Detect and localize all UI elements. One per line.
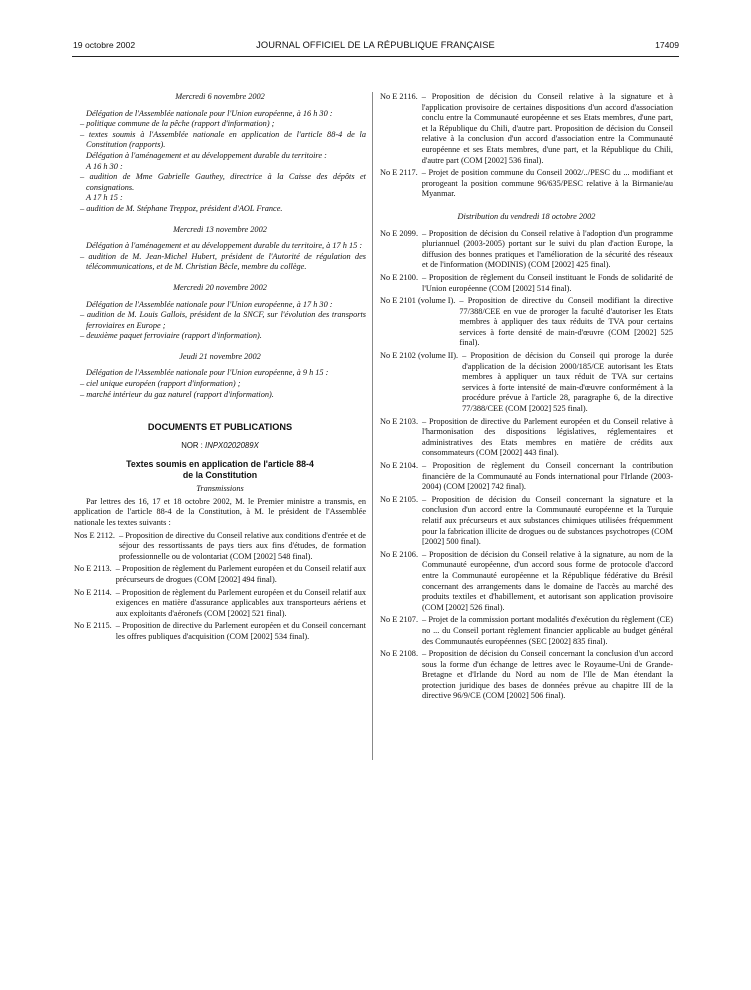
document-number: No E 2108. <box>380 649 419 659</box>
document-number: No E 2116. <box>380 92 418 101</box>
document-description: – Proposition de décision du Conseil relative à la signature et à l'application provisoire de certaines dispositions d'un accord d'association conclu entre la Communauté européenne et ses Etats membres, d'une part, et la République du Chili, d'autre part. Proposition de décision du Conseil relative à la conclusion d'un accord d'association entre la Communauté européenne et ses Etats membres, d'une part, et la République du Chili, d'autre part (COM [2002] 536 final). <box>421 92 673 165</box>
left-column <box>74 92 366 645</box>
document-description: – Proposition de directive du Conseil relative aux conditions d'entrée et de séjour des ressortissants de pays tiers aux fins d'études, de formation professionnelle ou de volontariat (COM [2002] 548 final). <box>118 530 366 561</box>
document-number: No E 2114. <box>74 587 112 597</box>
paragraph: Délégation à l'aménagement et au développement durable du territoire, à 17 h 15 : <box>86 241 363 251</box>
document-description: – Proposition de directive du Parlement européen et du Conseil concernant les offres publiques d'acquisition (COM [2002] 534 final). <box>115 621 366 641</box>
document-number: No E 2101 (volume I). <box>380 296 456 306</box>
document-description: – Projet de position commune du Conseil 2002/../PESC du ... modifiant et prorogeant la position commune 96/635/PESC relative à la Birmanie/au Myanmar. <box>421 168 673 199</box>
document-item <box>380 92 673 166</box>
paragraph: Par lettres des 16, 17 et 18 octobre 2002, M. le Premier ministre a transmis, en application de l'article 88-4 de la Constitution, à M. le président de l'Assemblée nationale les textes suivants : <box>74 496 366 528</box>
column-separator <box>372 92 373 760</box>
agenda-item: – audition de M. Louis Gallois, président de la SNCF, sur l'évolution des transports ferroviaires en Europe ; <box>80 310 366 330</box>
nor-reference <box>74 441 366 452</box>
document-description: – Projet de la commission portant modalités d'exécution du règlement (CE) no ... du Conseil portant règlement financier applicable au budget général des Communautés européennes (SEC [2002] 835 final). <box>422 615 673 646</box>
document-description: – Proposition de règlement du Parlement européen et du Conseil relatif aux précurseurs de drogues (COM [2002] 494 final). <box>115 564 366 584</box>
right-column <box>380 92 673 704</box>
document-number: No E 2117. <box>380 168 418 178</box>
document-item <box>380 417 673 459</box>
document-item <box>74 531 366 563</box>
document-item <box>380 461 673 493</box>
document-description: – Proposition de décision du Conseil relative à la signature, au nom de la Communauté européenne, d'un accord sous forme de protocole d'accord entre la Communauté européenne et la République fédérative du Brésil concernant des arrangements dans le domaine de l'accès au marché des produits textiles et d'habillement, et autorisant son application provisoire (COM [2002] 526 final). <box>422 549 673 612</box>
right-document-list <box>380 229 673 703</box>
document-item <box>380 615 673 647</box>
document-description: – Proposition de décision du Conseil concernant la signature et la conclusion d'un accord entre la Communauté européenne et la Turquie relatif aux précurseurs et aux substances chimiques utilisées fréquemment pour la fabrication illicite de drogues ou de substances psychotropes (COM [2002] 500 final). <box>422 494 673 547</box>
document-description: – Proposition de décision du Conseil qui proroge la durée d'application de la décision 2000/185/CE autorisant les Etats membres à appliquer un taux réduit de TVA sur certains services à forte intensité de main-d'œuvre conformément à la procédure prévue à l'article 28, paragraphe 6, de la directive 77/388/CEE (COM [2002] 525 final). <box>462 351 673 414</box>
section-heading: Mercredi 13 novembre 2002 <box>173 224 267 234</box>
paragraph: Délégation de l'Assemblée nationale pour l'Union européenne, à 16 h 30 : <box>86 108 333 118</box>
document-number: No E 2099. <box>380 228 419 238</box>
agenda-item: – politique commune de la pêche (rapport d'information) ; <box>80 119 275 129</box>
agenda-item: – marché intérieur du gaz naturel (rapport d'information). <box>80 389 274 399</box>
section-heading: Jeudi 21 novembre 2002 <box>179 351 261 361</box>
document-item <box>380 296 673 349</box>
paragraph: Délégation de l'Assemblée nationale pour l'Union européenne, à 9 h 15 : <box>86 368 329 378</box>
document-description: – Proposition de règlement du Parlement européen et du Conseil relatif aux exigences en matière d'assurance applicables aux transporteurs aériens et aux exploitants d'aéronefs (COM [2002] 521 final). <box>115 587 366 618</box>
paragraph: Délégation de l'Assemblée nationale pour l'Union européenne, à 17 h 30 : <box>86 299 333 309</box>
document-item <box>380 495 673 548</box>
texts-title-line2: de la Constitution <box>182 469 258 480</box>
document-description: – Proposition de directive du Parlement européen et du Conseil relative à l'harmonisation des dispositions législatives, réglementaires et administratives des Etats membres en matière de crédits aux consommateurs (COM [2002] 443 final). <box>422 416 673 458</box>
document-number: No E 2107. <box>380 615 419 625</box>
time-label: A 16 h 30 : <box>86 161 123 171</box>
section-heading: Mercredi 6 novembre 2002 <box>175 92 265 101</box>
document-number: No E 2104. <box>380 461 419 470</box>
document-description: – Proposition de décision du Conseil concernant la conclusion d'un accord sous la forme d'un échange de lettres avec le Royaume-Uni de Grande-Bretagne et d'Irlande du Nord au nom de l'Ile de Man étendant la protection juridique des bases de données prévue au chapitre III de la directive 96/9/CE (COM [2002] 506 final). <box>422 649 673 701</box>
documents-title: DOCUMENTS ET PUBLICATIONS <box>147 422 293 433</box>
distribution-heading: Distribution du vendredi 18 octobre 2002 <box>457 211 596 221</box>
document-item <box>380 649 673 702</box>
document-number: No E 2105. <box>380 494 419 504</box>
header-date: 19 octobre 2002 <box>73 40 136 50</box>
document-number: No E 2106. <box>380 549 419 559</box>
transmissions-heading: Transmissions <box>196 484 244 494</box>
document-description: – Proposition de règlement du Conseil concernant la contribution financière de la Communauté au Fonds international pour l'Irlande (2003-2004) (COM [2002] 742 final). <box>422 461 673 492</box>
agenda-item: – deuxième paquet ferroviaire (rapport d'information). <box>80 331 262 341</box>
header-rule <box>72 56 679 57</box>
document-item <box>380 550 673 614</box>
document-number: No E 2100. <box>380 272 419 282</box>
document-number: No E 2115. <box>74 621 112 631</box>
document-item <box>380 229 673 271</box>
agenda-item: – audition de M. Stéphane Treppoz, président d'AOL France. <box>80 203 283 213</box>
document-description: – Proposition de décision du Conseil relative à l'adoption d'un programme pluriannuel (2003-2005) portant sur le suivi du plan d'action Europe, la diffusion des bonnes pratiques et l'amélioration de la sécurité des réseaux et de l'information (MODINIS) (COM [2002] 425 final). <box>422 228 673 270</box>
paragraph: Délégation à l'aménagement et au développement durable du territoire : <box>86 150 327 160</box>
document-item <box>74 564 366 585</box>
section-heading: Mercredi 20 novembre 2002 <box>173 282 267 292</box>
document-item <box>380 168 673 200</box>
header-page-number: 17409 <box>655 40 679 50</box>
time-label: A 17 h 15 : <box>86 193 123 203</box>
agenda-item: – textes soumis à l'Assemblée nationale en application de l'article 88-4 de la Constitution (rapports). <box>80 129 366 150</box>
document-item <box>74 588 366 620</box>
document-description: – Proposition de directive du Conseil modifiant la directive 77/388/CEE en vue de proroger la faculté d'autoriser les Etats membres à appliquer des taux réduits de TVA pour certains services à forte densité de main-d'œuvre (COM [2002] 525 final). <box>459 296 673 348</box>
document-description: – Proposition de règlement du Conseil instituant le Fonds de solidarité de l'Union européenne (COM [2002] 514 final). <box>422 272 673 293</box>
document-number: No E 2102 (volume II). <box>380 351 459 361</box>
agenda-item: – audition de M. Jean-Michel Hubert, président de l'Autorité de régulation des télécommunications, et de M. Christian Bècle, membre du collège. <box>80 251 366 272</box>
right-document-list-top <box>380 92 673 200</box>
document-number: Nos E 2112. <box>74 530 115 540</box>
document-number: No E 2103. <box>380 416 419 426</box>
nor-value: INPX0202089X <box>205 440 259 450</box>
texts-title-line1: Textes soumis en application de l'article 88-4 <box>126 459 314 470</box>
document-item <box>380 273 673 294</box>
document-item <box>74 621 366 642</box>
agenda-item: – audition de Mme Gabrielle Gauthey, directrice à la Caisse des dépôts et consignations. <box>80 172 366 192</box>
document-item <box>380 351 673 415</box>
header-title: JOURNAL OFFICIEL DE LA RÉPUBLIQUE FRANÇAISE <box>256 40 495 50</box>
left-document-list <box>74 531 366 643</box>
document-number: No E 2113. <box>74 564 112 574</box>
nor-label: NOR : <box>181 440 203 450</box>
agenda-item: – ciel unique européen (rapport d'information) ; <box>80 379 241 389</box>
